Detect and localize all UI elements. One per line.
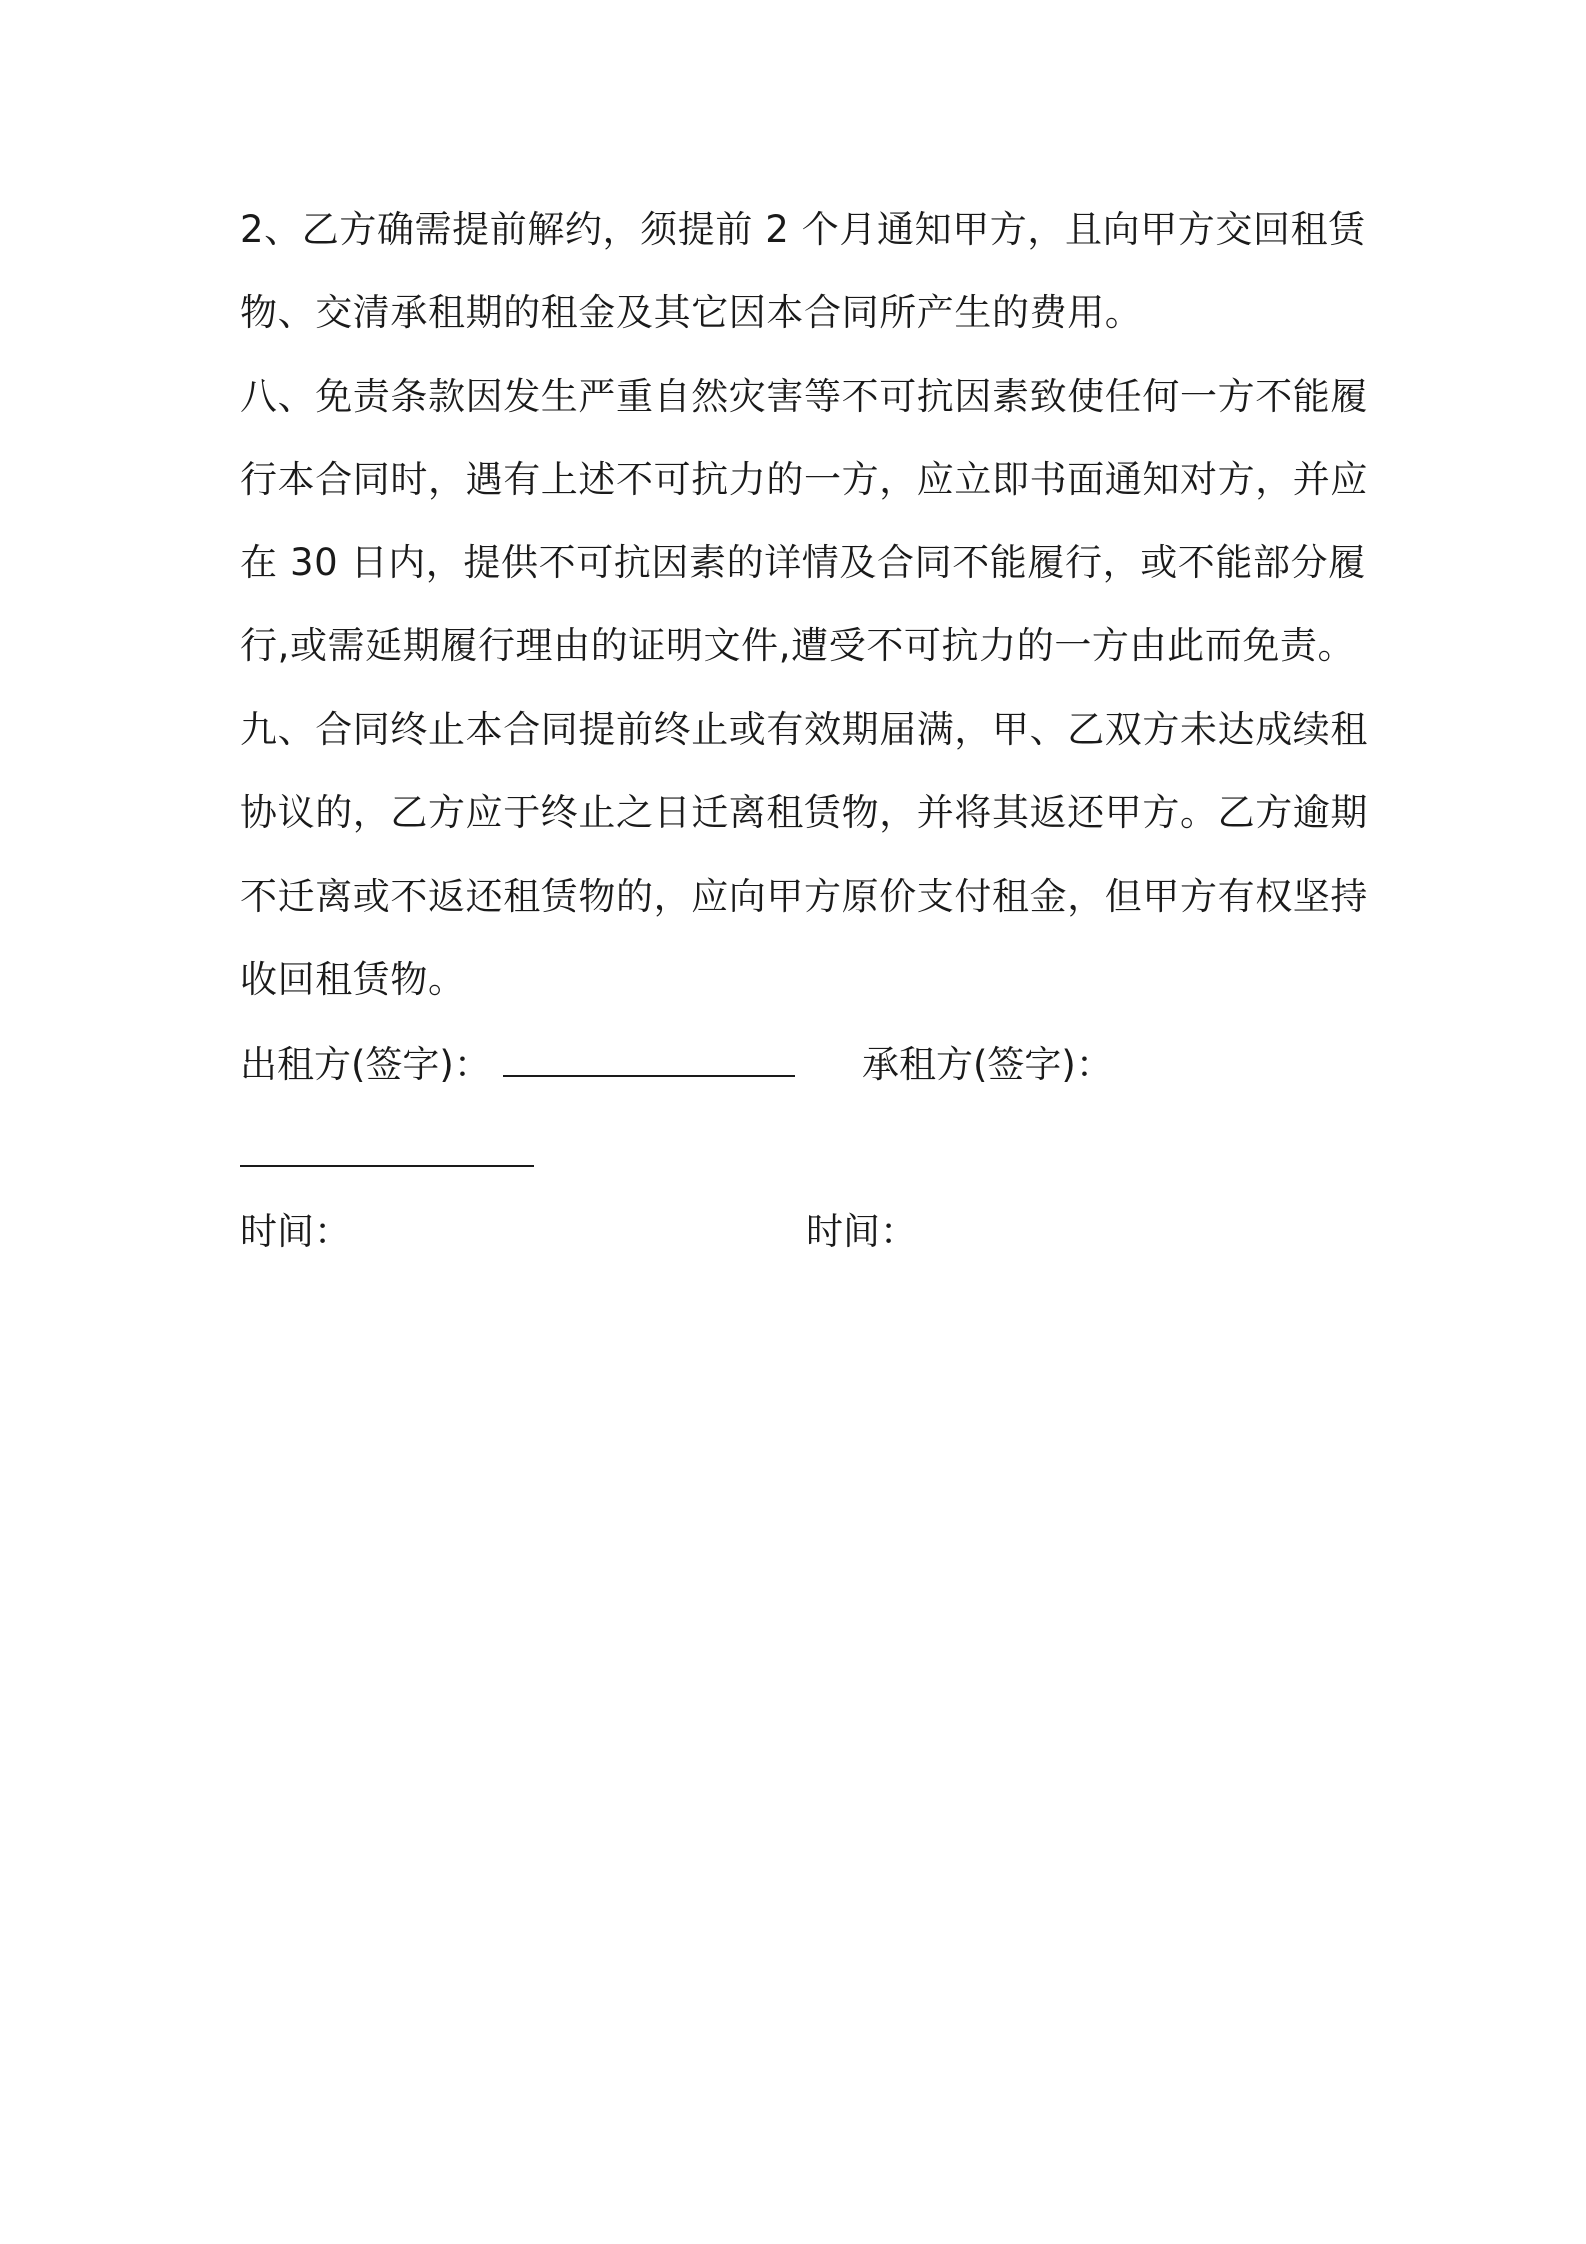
lessor-signature-row: [240, 1040, 795, 1090]
lessor-time-label: 时间：: [240, 1210, 351, 1253]
paragraph-line: 2、乙方确需提前解约，须提前 2 个月通知甲方，且向甲方交回租赁: [240, 208, 1366, 251]
paragraph-line: 九、合同终止本合同提前终止或有效期届满，甲、乙双方未达成续租: [240, 708, 1368, 751]
lessor-signature-label: 出租方(签字)：: [240, 1043, 491, 1086]
paragraph-line: 不迁离或不返还租赁物的，应向甲方原价支付租金，但甲方有权坚持: [240, 875, 1368, 918]
lessee-signature-blank[interactable]: [240, 1131, 534, 1167]
lessee-signature-label: 承租方(签字)：: [862, 1043, 1113, 1086]
lessee-signature-row: [862, 1040, 1113, 1090]
paragraph-line: 在 30 日内，提供不可抗因素的详情及合同不能履行，或不能部分履: [240, 541, 1366, 584]
paragraph-line: 八、免责条款因发生严重自然灾害等不可抗因素致使任何一方不能履: [240, 375, 1368, 418]
paragraph-line: 协议的，乙方应于终止之日迁离租赁物，并将其返还甲方。乙方逾期: [240, 791, 1368, 834]
lessor-time-row: [240, 1207, 351, 1257]
paragraph-line: 行本合同时，遇有上述不可抗力的一方，应立即书面通知对方，并应: [240, 458, 1368, 501]
lessee-time-row: [806, 1207, 917, 1257]
lessee-time-label: 时间：: [806, 1210, 917, 1253]
lessee-signature-blank-row: [240, 1130, 534, 1180]
paragraph-line: 行,或需延期履行理由的证明文件,遭受不可抗力的一方由此而免责。: [240, 624, 1356, 667]
lessor-signature-blank[interactable]: [503, 1041, 795, 1077]
paragraph-line: 物、交清承租期的租金及其它因本合同所产生的费用。: [240, 291, 1143, 334]
paragraph-line: 收回租赁物。: [240, 958, 466, 1001]
